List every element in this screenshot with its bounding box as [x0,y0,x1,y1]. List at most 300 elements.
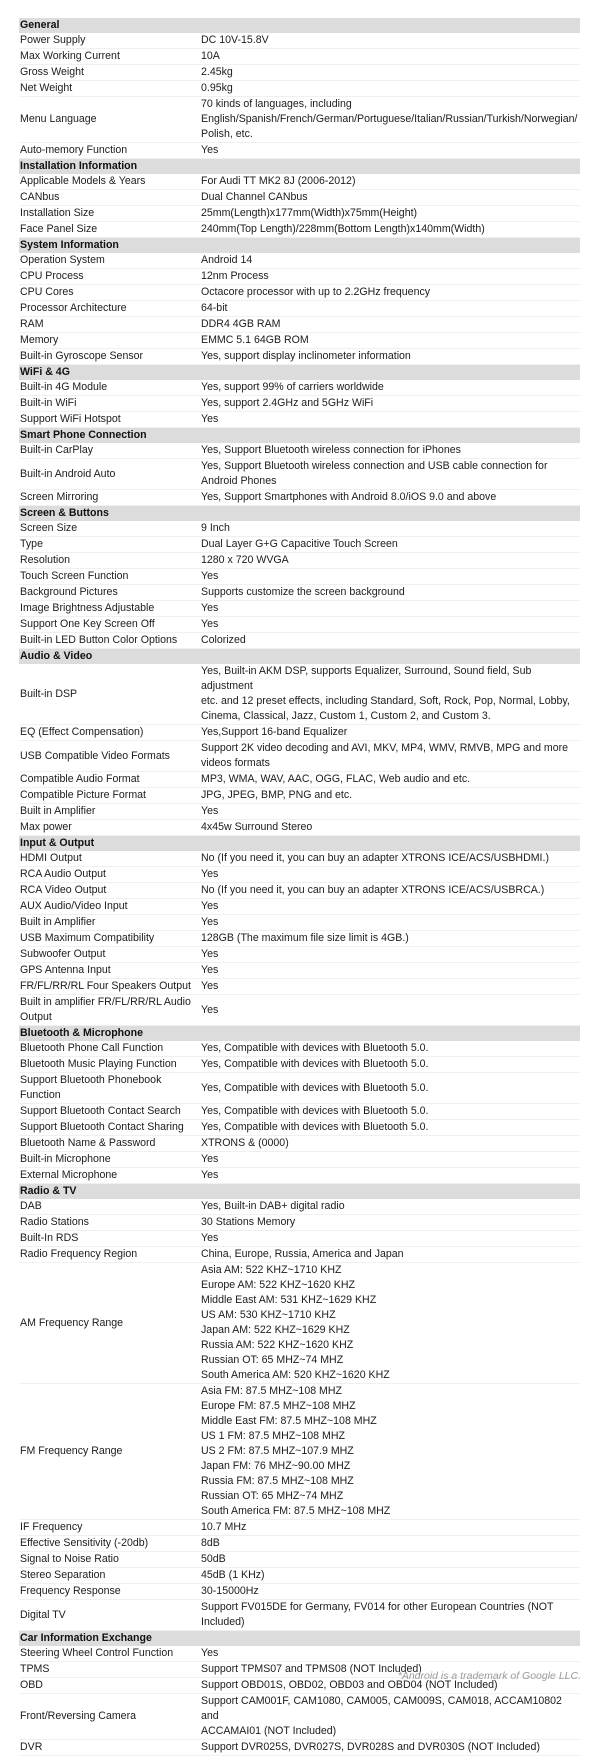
spec-label [19,788,201,804]
spec-row [19,190,580,206]
spec-row [19,1600,580,1631]
spec-label [19,1662,201,1678]
spec-row [19,285,580,301]
spec-value-line: Yes [201,144,219,156]
spec-value [201,1552,580,1568]
spec-label [19,979,201,995]
spec-value-line: Yes [201,805,219,817]
spec-value [201,1057,580,1073]
spec-row [19,979,580,995]
spec-value-line: South America AM: 520 KHZ~1620 KHZ [201,1369,390,1381]
spec-value-line: 9 Inch [201,522,230,534]
spec-value [201,963,580,979]
spec-value-line: Yes [201,413,219,425]
spec-value [201,143,580,159]
spec-label [19,601,201,617]
spec-value-line: Support DVR025S, DVR027S, DVR028S and DVR030S (NOT Included) [201,1741,540,1753]
spec-value-line: Colorized [201,634,246,646]
spec-row [19,1073,580,1104]
spec-row [19,1552,580,1568]
spec-value-line: 12nm Process [201,270,269,282]
spec-value [201,1584,580,1600]
spec-value-line: Cinema, Classical, Jazz, Custom 1, Custom 2, and Custom 3. [201,710,491,722]
spec-value [201,97,580,143]
spec-value-line: Yes, Support Smartphones with Android 8.0/iOS 9.0 and above [201,491,497,503]
spec-row [19,222,580,238]
spec-value [201,1215,580,1231]
spec-value [201,851,580,867]
spec-row [19,601,580,617]
spec-row [19,490,580,506]
spec-label-line: Net Weight [20,82,73,94]
spec-label [19,851,201,867]
section-header [19,428,580,444]
spec-label-line: IF Frequency [20,1521,83,1533]
spec-label-line: TPMS [20,1663,50,1675]
spec-value-line: China, Europe, Russia, America and Japan [201,1248,404,1260]
spec-value-line: Yes, Compatible with devices with Bluetooth 5.0. [201,1058,429,1070]
spec-row [19,301,580,317]
spec-value-line: US 2 FM: 87.5 MHZ~107.9 MHZ [201,1445,354,1457]
section-header [19,836,580,852]
spec-row [19,206,580,222]
spec-row [19,537,580,553]
spec-label-line: CANbus [20,191,60,203]
spec-label [19,664,201,725]
spec-label [19,1073,201,1104]
spec-value [201,1152,580,1168]
spec-label-line: Built-in LED Button Color Options [20,634,178,646]
spec-row [19,143,580,159]
spec-value-line: Yes [201,1003,219,1016]
spec-value-line: Support TPMS07 and TPMS08 (NOT Included) [201,1663,422,1675]
spec-value-line: 4x45w Surround Stereo [201,821,313,833]
spec-label [19,1552,201,1568]
spec-row [19,931,580,947]
spec-label-line: CPU Process [20,270,84,282]
spec-value [201,585,580,601]
spec-value [201,253,580,269]
spec-value-line: Middle East FM: 87.5 MHZ~108 MHZ [201,1415,377,1427]
spec-value [201,1168,580,1184]
spec-row [19,1041,580,1057]
spec-label-line: Built in Amplifier [20,916,96,928]
spec-label-line: AM Frequency Range [20,1316,124,1329]
spec-value-line: Yes [201,916,219,928]
spec-row [19,81,580,97]
spec-value [201,380,580,396]
section-header [19,1026,580,1042]
spec-label-line: Built-in DSP [20,687,78,700]
spec-value-line: Support CAM001F, CAM1080, CAM005, CAM009S, CAM018, ACCAM10802 and [201,1695,562,1722]
spec-label-line: Compatible Picture Format [20,789,146,801]
spec-value-line: 30-15000Hz [201,1585,259,1597]
spec-label [19,585,201,601]
spec-value-line: Yes, Compatible with devices with Bluetooth 5.0. [201,1121,429,1133]
spec-value [201,1231,580,1247]
spec-row [19,333,580,349]
spec-value-line: Dual Channel CANbus [201,191,308,203]
spec-value-line: XTRONS & (0000) [201,1137,289,1149]
spec-value-line: Dual Layer G+G Capacitive Touch Screen [201,538,398,550]
section-title: Car Information Exchange [19,1631,580,1647]
spec-row [19,1568,580,1584]
spec-label-line: RCA Video Output [20,884,107,896]
spec-row [19,1104,580,1120]
spec-label [19,143,201,159]
spec-value [201,741,580,772]
spec-value-line: Yes [201,964,219,976]
spec-label [19,1646,201,1662]
spec-label-line: Processor Architecture [20,302,127,314]
spec-row [19,269,580,285]
spec-label [19,521,201,537]
spec-value-line: 45dB (1 KHz) [201,1569,265,1581]
section-header [19,159,580,175]
spec-label-line: USB Compatible Video Formats [20,749,170,762]
spec-label [19,1263,201,1384]
spec-value-line: Russian OT: 65 MHZ~74 MHZ [201,1354,344,1366]
spec-value-line: Android Phones [201,475,277,487]
spec-row [19,65,580,81]
spec-row [19,1740,580,1756]
spec-value [201,1600,580,1631]
spec-label-line: Power Supply [20,34,86,46]
spec-value [201,899,580,915]
spec-label-line: Touch Screen Function [20,570,129,582]
spec-label-line: DAB [20,1200,42,1212]
spec-label [19,1740,201,1756]
spec-label-line: Installation Size [20,207,95,219]
spec-value [201,867,580,883]
spec-label-line: Resolution [20,554,71,566]
spec-value [201,1384,580,1520]
spec-label-line: Bluetooth Name & Password [20,1137,156,1149]
spec-label [19,804,201,820]
spec-label-line: USB Maximum Compatibility [20,932,155,944]
spec-label-line: Built-in Android Auto [20,467,116,480]
spec-value-line: 10A [201,50,220,62]
spec-value-line: Yes,Support 16-band Equalizer [201,726,348,738]
section-title: Smart Phone Connection [19,428,580,444]
spec-value-line: Polish, etc. [201,128,253,140]
spec-label [19,569,201,585]
spec-value-line: 128GB (The maximum file size limit is 4GB.) [201,932,409,944]
spec-sheet [19,18,580,1756]
spec-label-line: Image Brightness Adjustable [20,602,155,614]
spec-label-line: RCA Audio Output [20,868,106,880]
spec-row [19,1694,580,1740]
spec-label-line: Support Bluetooth Contact Search [20,1105,181,1117]
spec-value-line: 8dB [201,1537,220,1549]
spec-label-line: Built-in Gyroscope Sensor [20,350,144,362]
section-title: Installation Information [19,159,580,175]
spec-label [19,1136,201,1152]
spec-value [201,725,580,741]
spec-value [201,1136,580,1152]
spec-label [19,65,201,81]
spec-label [19,1384,201,1520]
spec-label [19,333,201,349]
spec-value-line: US 1 FM: 87.5 MHZ~108 MHZ [201,1430,345,1442]
spec-value-line: Yes [201,980,219,992]
spec-label-line: Support WiFi Hotspot [20,413,121,425]
spec-value-line: Yes, support 2.4GHz and 5GHz WiFi [201,397,374,409]
spec-row [19,33,580,49]
spec-label [19,1152,201,1168]
spec-label-line: Built-in CarPlay [20,444,94,456]
spec-label-line: Stereo Separation [20,1569,106,1581]
spec-row [19,1120,580,1136]
spec-value-line: 10.7 MHz [201,1521,247,1533]
spec-value-line: 2.45kg [201,66,233,78]
spec-value-line: Russian OT: 65 MHZ~74 MHZ [201,1490,344,1502]
spec-label [19,1694,201,1740]
spec-row [19,396,580,412]
spec-value [201,1536,580,1552]
section-header [19,1631,580,1647]
spec-value-line: Europe AM: 522 KHZ~1620 KHZ [201,1279,355,1291]
spec-label-line: Support Bluetooth Contact Sharing [20,1121,184,1133]
spec-value-line: Yes [201,602,219,614]
spec-label [19,1520,201,1536]
spec-value [201,349,580,365]
spec-label [19,222,201,238]
spec-label [19,741,201,772]
spec-value [201,569,580,585]
spec-value-line: Yes [201,868,219,880]
spec-label-line: Menu Language [20,113,97,125]
spec-label-line: Bluetooth Music Playing Function [20,1058,177,1070]
spec-value-line: videos formats [201,757,270,769]
spec-row [19,804,580,820]
spec-label [19,1600,201,1631]
spec-label [19,412,201,428]
spec-label [19,1057,201,1073]
spec-row [19,851,580,867]
spec-row [19,963,580,979]
spec-value [201,1120,580,1136]
spec-label [19,33,201,49]
spec-row [19,995,580,1026]
spec-value [201,396,580,412]
spec-label-line: Signal to Noise Ratio [20,1553,119,1565]
spec-row [19,443,580,459]
spec-value [201,1740,580,1756]
spec-value-line: Japan FM: 76 MHZ~90.00 MHZ [201,1460,351,1472]
spec-label [19,1120,201,1136]
spec-value-line: Yes [201,1169,219,1181]
spec-label-line: External Microphone [20,1169,118,1181]
section-header [19,18,580,33]
spec-value [201,1694,580,1740]
spec-value [201,537,580,553]
spec-value-line: South America FM: 87.5 MHZ~108 MHZ [201,1505,391,1517]
spec-value-line: Yes, Compatible with devices with Bluetooth 5.0. [201,1042,429,1054]
spec-value [201,979,580,995]
spec-row [19,772,580,788]
spec-label-line: Radio Stations [20,1216,89,1228]
spec-label-line: Max power [20,821,72,833]
spec-table [19,18,580,1756]
spec-row [19,633,580,649]
spec-value [201,915,580,931]
spec-value-line: Yes, support display inclinometer information [201,350,411,362]
spec-value-line: For Audi TT MK2 8J (2006-2012) [201,175,356,187]
spec-label-line: DVR [20,1741,43,1753]
spec-label-line: Function [20,1089,61,1101]
spec-row [19,1584,580,1600]
spec-value [201,222,580,238]
spec-row [19,1215,580,1231]
spec-row [19,459,580,490]
spec-label [19,1568,201,1584]
spec-label [19,349,201,365]
spec-value [201,317,580,333]
spec-label [19,883,201,899]
spec-value-line: Japan AM: 522 KHZ~1629 KHZ [201,1324,350,1336]
spec-label [19,931,201,947]
spec-value [201,883,580,899]
spec-row [19,1231,580,1247]
spec-label [19,867,201,883]
spec-value [201,490,580,506]
spec-label-line: Built-in Microphone [20,1153,111,1165]
section-title: Input & Output [19,836,580,852]
spec-value [201,601,580,617]
spec-label [19,1168,201,1184]
spec-value [201,804,580,820]
spec-value [201,1247,580,1263]
spec-label [19,443,201,459]
spec-label-line: Applicable Models & Years [20,175,146,187]
section-header [19,506,580,522]
spec-value-line: Asia FM: 87.5 MHZ~108 MHZ [201,1385,342,1397]
spec-value [201,521,580,537]
section-title: System Information [19,238,580,254]
spec-value [201,333,580,349]
spec-value-line: Yes, Support Bluetooth wireless connection and USB cable connection for [201,460,548,472]
spec-label [19,995,201,1026]
spec-value [201,1568,580,1584]
spec-value [201,931,580,947]
spec-label [19,537,201,553]
spec-value [201,49,580,65]
spec-value-line: MP3, WMA, WAV, AAC, OGG, FLAC, Web audio and etc. [201,773,471,785]
spec-label [19,285,201,301]
spec-label-line: Built-in WiFi [20,397,77,409]
spec-value-line: Octacore processor with up to 2.2GHz frequency [201,286,431,298]
spec-label-line: Radio Frequency Region [20,1248,138,1260]
spec-value-line: 70 kinds of languages, including [201,98,352,110]
spec-value-line: 50dB [201,1553,226,1565]
spec-value-line: Yes, Compatible with devices with Bluetooth 5.0. [201,1105,429,1117]
spec-row [19,349,580,365]
spec-label [19,301,201,317]
spec-value-line: Yes, Built-in AKM DSP, supports Equalizer, Surround, Sound field, Sub adjustment [201,665,532,692]
spec-label-line: Compatible Audio Format [20,773,140,785]
spec-value-line: Yes [201,1647,219,1659]
spec-label [19,97,201,143]
spec-value [201,443,580,459]
spec-value-line: No (If you need it, you can buy an adapter XTRONS ICE/ACS/USBRCA.) [201,884,545,896]
spec-label-line: Memory [20,334,59,346]
spec-value-line: 0.95kg [201,82,233,94]
spec-label [19,963,201,979]
spec-value-line: 1280 x 720 WVGA [201,554,289,566]
spec-value [201,617,580,633]
spec-label-line: HDMI Output [20,852,82,864]
spec-value [201,1199,580,1215]
spec-row [19,412,580,428]
spec-label [19,633,201,649]
spec-row [19,253,580,269]
spec-value [201,1073,580,1104]
spec-label [19,772,201,788]
spec-value-line: 64-bit [201,302,228,314]
spec-label-line: Background Pictures [20,586,118,598]
spec-value [201,788,580,804]
spec-label [19,915,201,931]
spec-value-line: Europe FM: 87.5 MHZ~108 MHZ [201,1400,356,1412]
spec-row [19,1057,580,1073]
spec-row [19,1520,580,1536]
spec-value [201,1646,580,1662]
section-title: Audio & Video [19,649,580,665]
spec-label [19,396,201,412]
spec-value [201,633,580,649]
spec-value-line: 25mm(Length)x177mm(Width)x75mm(Height) [201,207,418,219]
spec-label-line: RAM [20,318,44,330]
spec-label-line: Frequency Response [20,1585,121,1597]
spec-row [19,1384,580,1520]
section-title: Bluetooth & Microphone [19,1026,580,1042]
spec-value-line: Yes [201,618,219,630]
spec-value-line: Android 14 [201,254,253,266]
spec-value [201,459,580,490]
spec-value-line: Support FV015DE for Germany, FV014 for other European Countries (NOT [201,1601,554,1613]
spec-value [201,772,580,788]
spec-label-line: Screen Mirroring [20,491,99,503]
spec-row [19,174,580,190]
spec-row [19,915,580,931]
spec-label [19,899,201,915]
spec-value-line: English/Spanish/French/German/Portuguese/Italian/Russian/Turkish/Norwegian/ [201,113,578,125]
spec-label [19,725,201,741]
spec-value-line: Yes [201,570,219,582]
spec-value-line: Support OBD01S, OBD02, OBD03 and OBD04 (NOT Included) [201,1679,498,1691]
spec-row [19,664,580,725]
spec-value-line: Middle East AM: 531 KHZ~1629 KHZ [201,1294,377,1306]
spec-label-line: Bluetooth Phone Call Function [20,1042,164,1054]
spec-row [19,617,580,633]
spec-row [19,1536,580,1552]
spec-value-line: Supports customize the screen background [201,586,405,598]
spec-value [201,301,580,317]
spec-value-line: Yes [201,1232,219,1244]
spec-value [201,947,580,963]
spec-label [19,1678,201,1694]
spec-value [201,190,580,206]
spec-label-line: Type [20,538,43,550]
spec-row [19,569,580,585]
spec-label-line: Steering Wheel Control Function [20,1647,174,1659]
section-header [19,365,580,381]
spec-label [19,459,201,490]
spec-value [201,174,580,190]
spec-label-line: AUX Audio/Video Input [20,900,128,912]
spec-label [19,1231,201,1247]
